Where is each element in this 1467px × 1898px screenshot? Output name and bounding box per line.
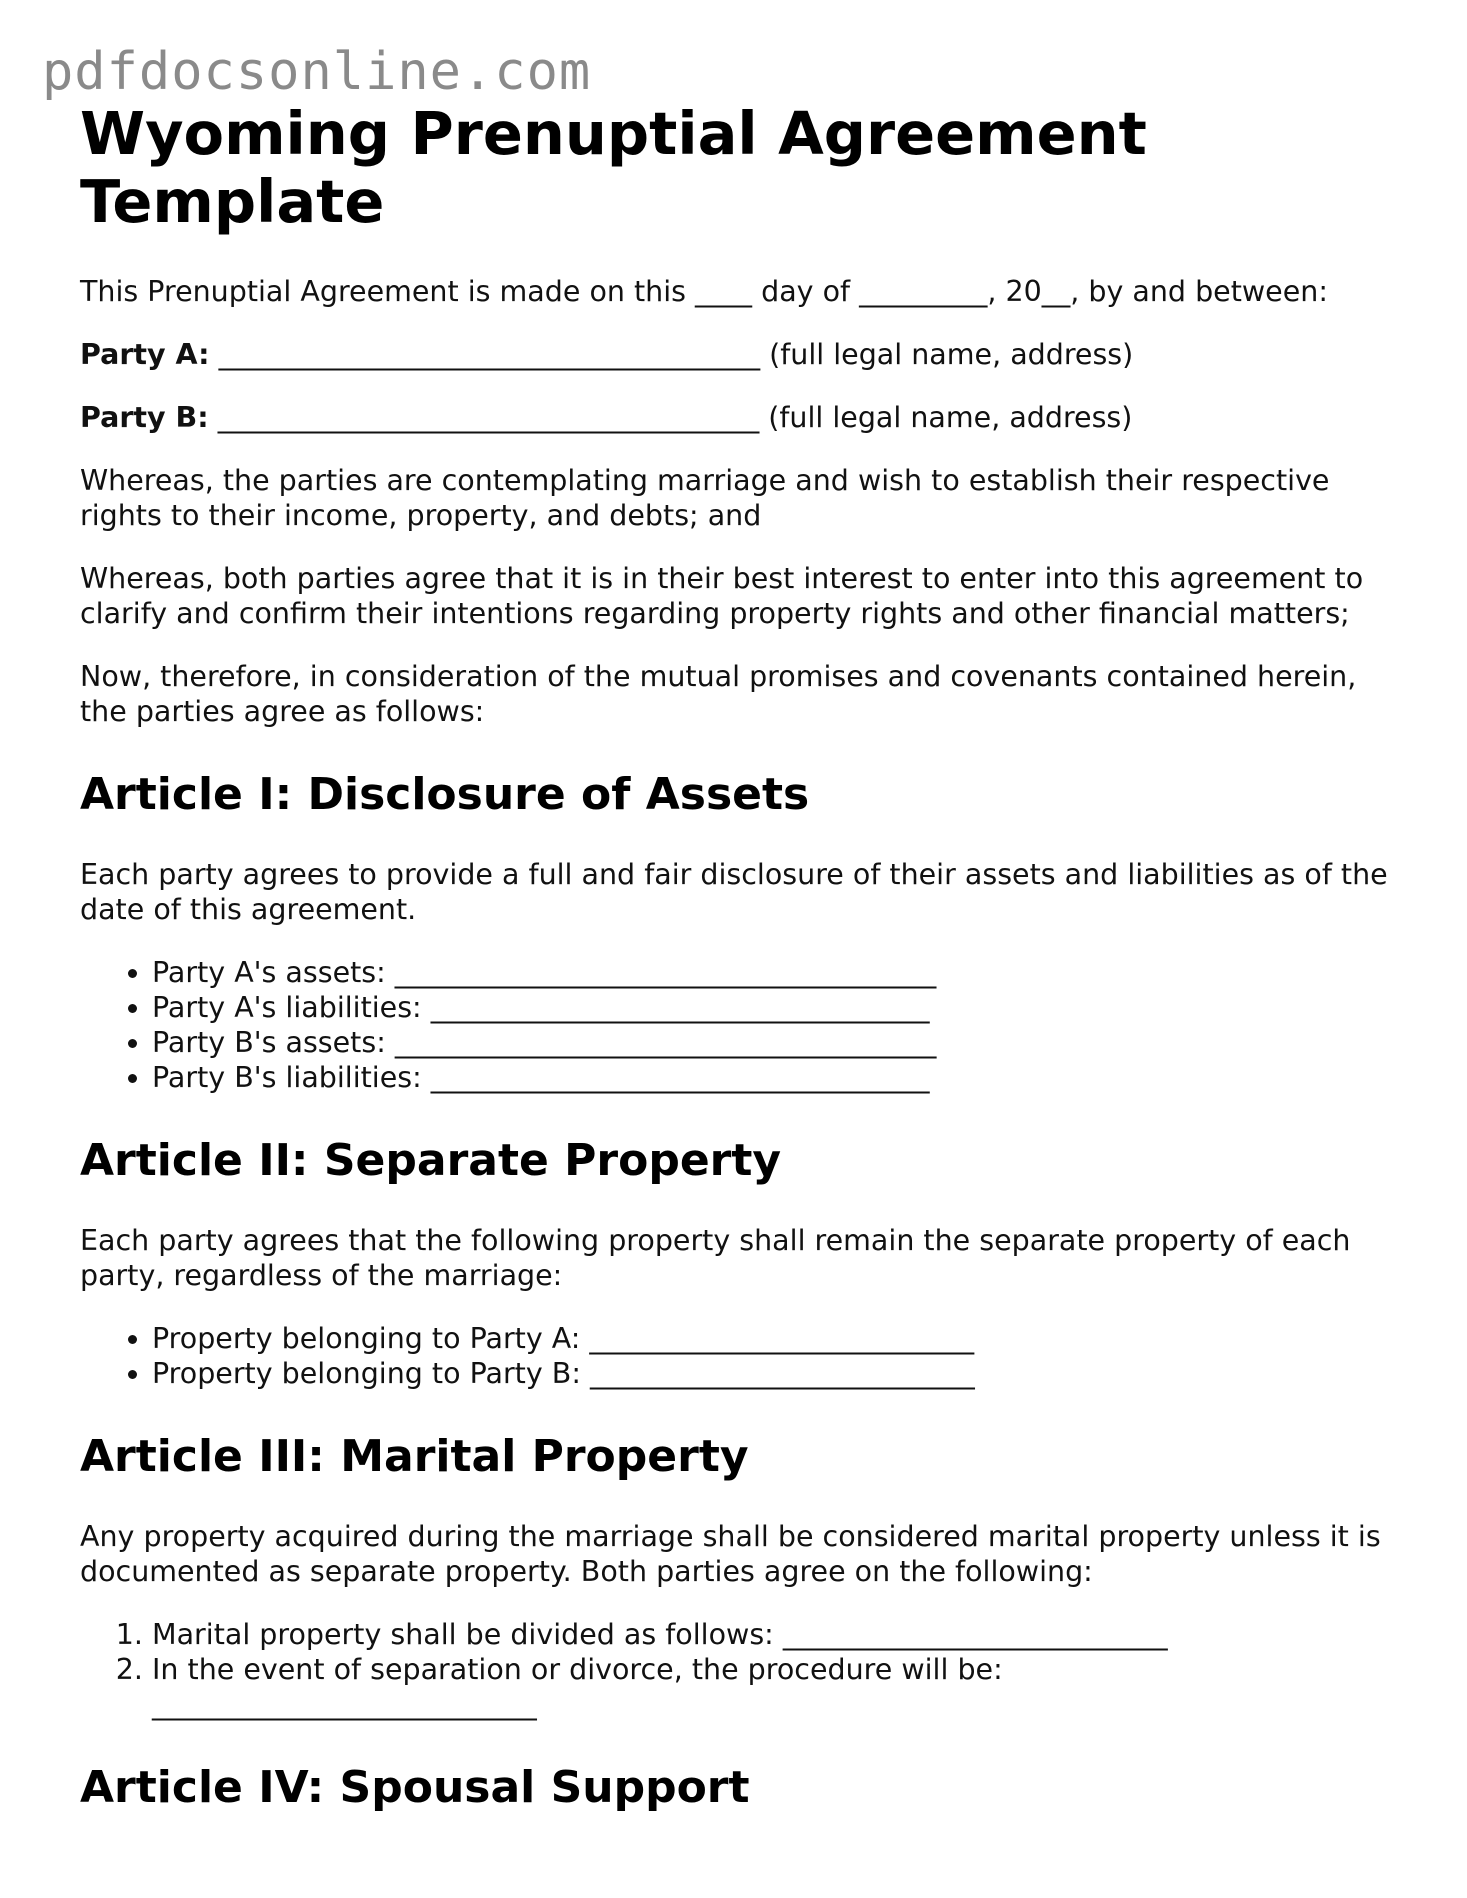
list-item: 1. Marital property shall be divided as follows: ___________________________ — [152, 1617, 1390, 1652]
list-item: • Party A's assets: ______________________________________ — [152, 955, 1390, 990]
list-item: • Party A's liabilities: ___________________________________ — [152, 990, 1390, 1025]
recital-paragraph: Whereas, the parties are contemplating marriage and wish to establish their respective rights to their income, property, and debts; and — [80, 464, 1330, 532]
article-3-list — [80, 1617, 1390, 1722]
article-3-body: Any property acquired during the marriage shall be considered marital property unless it is documented as separate property. Both parties agree on the following: — [80, 1520, 1381, 1588]
article-1-body: Each party agrees to provide a full and fair disclosure of their assets and liabilities as of the date of this agreement. — [80, 858, 1388, 926]
party-b-label: Party B: — [80, 401, 209, 434]
party-b-line — [80, 400, 1390, 435]
article-1-heading: Article I: Disclosure of Assets — [80, 769, 810, 820]
article-2-heading: Article II: Separate Property — [80, 1135, 782, 1186]
list-item: • Property belonging to Party B: ___________________________ — [152, 1356, 1390, 1391]
recital-paragraph: Whereas, both parties agree that it is in their best interest to enter into this agreement to clarify and confirm their intentions regarding property rights and other financial matters; — [80, 562, 1364, 630]
article-2-list — [80, 1321, 1390, 1391]
intro-paragraph: This Prenuptial Agreement is made on this ____ day of _________, 20__, by and between: — [80, 275, 1328, 308]
party-a-label: Party A: — [80, 338, 210, 371]
article-3-heading: Article III: Marital Property — [80, 1431, 749, 1482]
list-item: • Party B's liabilities: ___________________________________ — [152, 1060, 1390, 1095]
document-body — [80, 100, 1390, 1850]
list-item: • Property belonging to Party A: ___________________________ — [152, 1321, 1390, 1356]
list-item: • Party B's assets: ______________________________________ — [152, 1025, 1390, 1060]
article-4-heading: Article IV: Spousal Support — [80, 1762, 750, 1813]
document-title: Wyoming Prenuptial Agreement Template — [80, 99, 1147, 236]
site-watermark: pdfdocsonline.com — [42, 42, 592, 102]
party-a-line — [80, 337, 1390, 372]
party-b-field: ______________________________________ (full legal name, address) — [208, 401, 1133, 434]
party-a-field: ______________________________________ (full legal name, address) — [209, 338, 1134, 371]
article-1-list — [80, 955, 1390, 1095]
list-item: 2. In the event of separation or divorce, the procedure will be: ___________________________ — [152, 1652, 1390, 1722]
article-2-body: Each party agrees that the following property shall remain the separate property of each party, regardless of the marriage: — [80, 1224, 1351, 1292]
recital-paragraph: Now, therefore, in consideration of the mutual promises and covenants contained herein, the parties agree as follows: — [80, 660, 1357, 728]
